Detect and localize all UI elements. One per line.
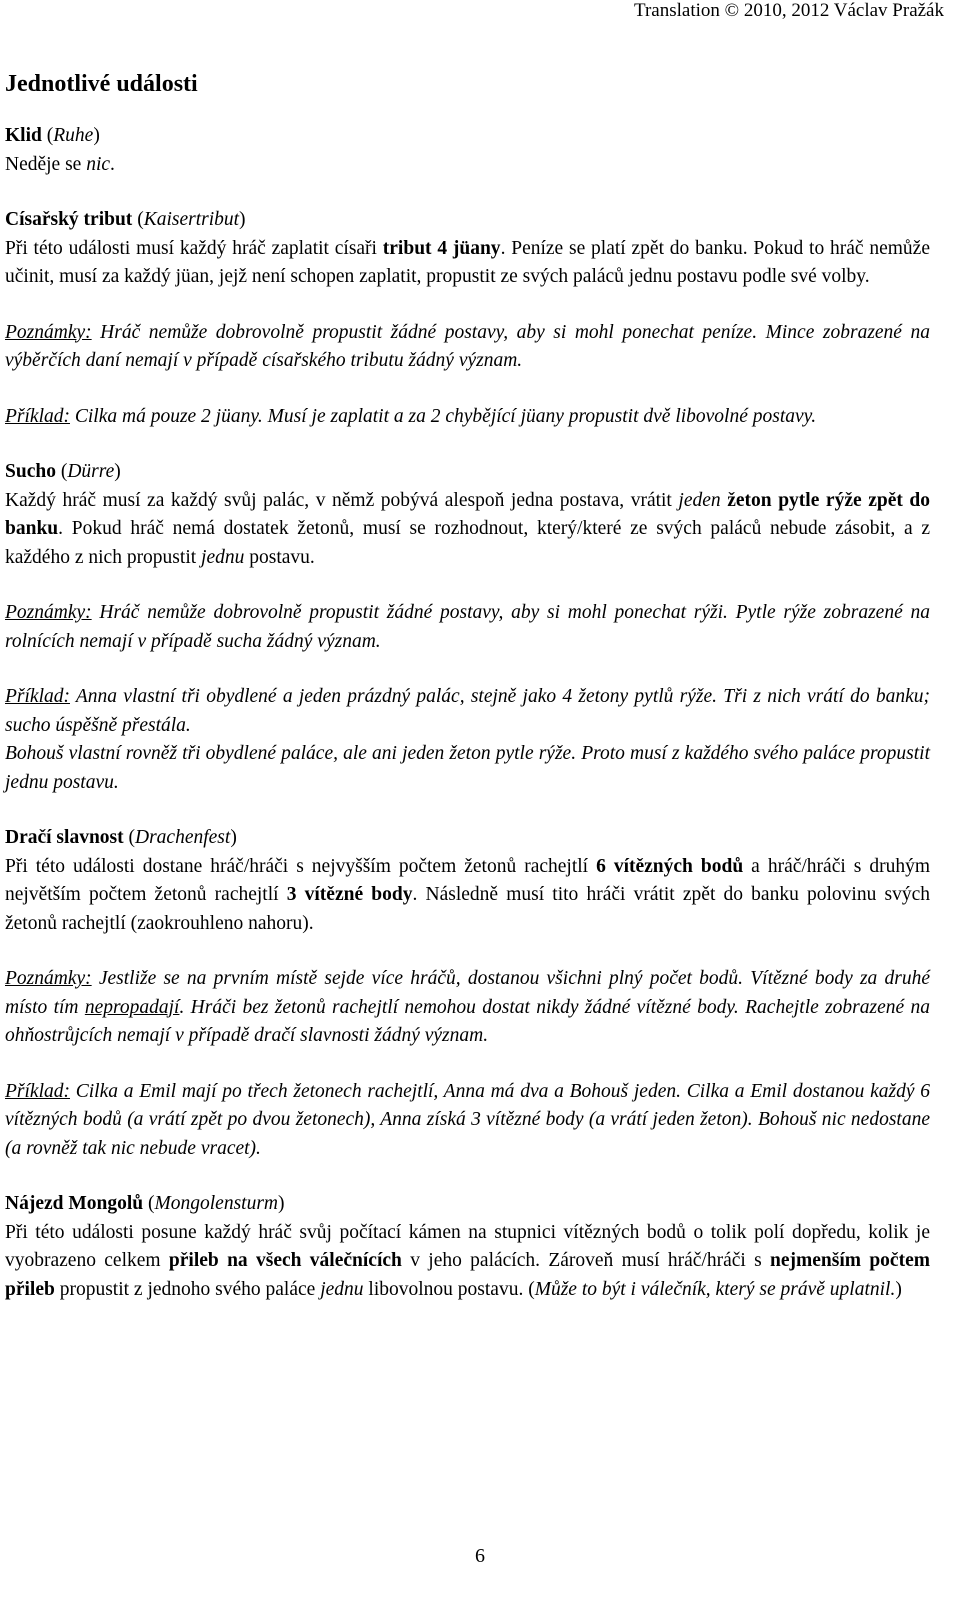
section-heading: Dračí slavnost (Drachenfest) <box>5 827 237 848</box>
section-heading: Klid (Ruhe) <box>5 125 100 146</box>
page-number: 6 <box>475 1545 485 1567</box>
section-tribut <box>5 206 930 431</box>
section-heading: Císařský tribut (Kaisertribut) <box>5 209 246 230</box>
section-heading: Sucho (Dürre) <box>5 461 121 482</box>
note-paragraph: Poznámky: Jestliže se na prvním místě sejde více hráčů, dostanou všichni plný počet bodů. Vítězné body za druhé místo tím nepropadají. Hráči bez žetonů rachejtlí nemohou dostat nikdy žádné vítězné body. Rachejtle zobrazené na ohňostrůjcích nemají v případě dračí slavnosti žádný význam. <box>5 968 930 1046</box>
example-paragraph-continued: Bohouš vlastní rovněž tři obydlené paláce, ale ani jeden žeton pytle rýže. Proto musí z každého svého paláce propustit jednu postavu. <box>5 743 930 793</box>
section-slavnost <box>5 824 930 1163</box>
section-mongolove <box>5 1190 930 1304</box>
note-paragraph: Poznámky: Hráč nemůže dobrovolně propustit žádné postavy, aby si mohl ponechat rýži. Pytle rýže zobrazené na rolnících nemají v případě sucha žádný význam. <box>5 602 930 652</box>
page-header: Translation © 2010, 2012 Václav Pražák <box>634 0 944 21</box>
section-heading: Nájezd Mongolů (Mongolensturm) <box>5 1193 285 1214</box>
section-text: Při této události dostane hráč/hráči s nejvyšším počtem žetonů rachejtlí 6 vítězných bodů a hráč/hráči s druhým největším počtem žetonů rachejtlí 3 vítězné body. Následně musí tito hráči vrátit zpět do banku polovinu svých žetonů rachejtlí (zaokrouhleno nahoru). <box>5 855 930 934</box>
document-body <box>5 62 930 1331</box>
section-text: Při této události posune každý hráč svůj počítací kámen na stupnici vítězných bodů o tolik polí dopředu, kolik je vyobrazeno celkem přileb na všech válečnících v jeho palácích. Zároveň musí hráč/hráči s nejmenším počtem přileb propustit z jednoho svého paláce jednu libovolnou postavu. (Může to být i válečník, který se právě uplatnil.) <box>5 1221 930 1300</box>
example-paragraph: Příklad: Anna vlastní tři obydlené a jeden prázdný palác, stejně jako 4 žetony pytlů rýže. Tři z nich vrátí do banku; sucho úspěšně přestála. <box>5 686 930 736</box>
section-sucho <box>5 458 930 797</box>
example-paragraph: Příklad: Cilka a Emil mají po třech žetonech rachejtlí, Anna má dva a Bohouš jeden. Cilka a Emil dostanou každý 6 vítězných bodů (a vrátí zpět po dvou žetonech), Anna získá 3 vítězné body (a vrátí jeden žeton). Bohouš nic nedostane (a rovněž tak nic nebude vracet). <box>5 1080 930 1159</box>
section-text: Při této události musí každý hráč zaplatit císaři tribut 4 jüany. Peníze se platí zpět do banku. Pokud to hráč nemůže učinit, musí za každý jüan, jejž není schopen zaplatit, propustit ze svých paláců jednu postavu podle své volby. <box>5 237 930 287</box>
example-paragraph: Příklad: Cilka má pouze 2 jüany. Musí je zaplatit a za 2 chybějící jüany propustit dvě libovolné postavy. <box>5 405 817 427</box>
note-paragraph: Poznámky: Hráč nemůže dobrovolně propustit žádné postavy, aby si mohl ponechat peníze. Mince zobrazené na výběrčích daní nemají v případě císařského tributu žádný význam. <box>5 321 930 371</box>
section-text: Neděje se nic. <box>5 153 115 175</box>
section-klid <box>5 122 930 179</box>
page-title: Jednotlivé události <box>5 71 198 97</box>
section-text: Každý hráč musí za každý svůj palác, v němž pobývá alespoň jedna postava, vrátit jeden žeton pytle rýže zpět do banku. Pokud hráč nemá dostatek žetonů, musí se rozhodnout, který/které ze svých paláců nebude zásobit, a z každého z nich propustit jednu postavu. <box>5 489 931 568</box>
